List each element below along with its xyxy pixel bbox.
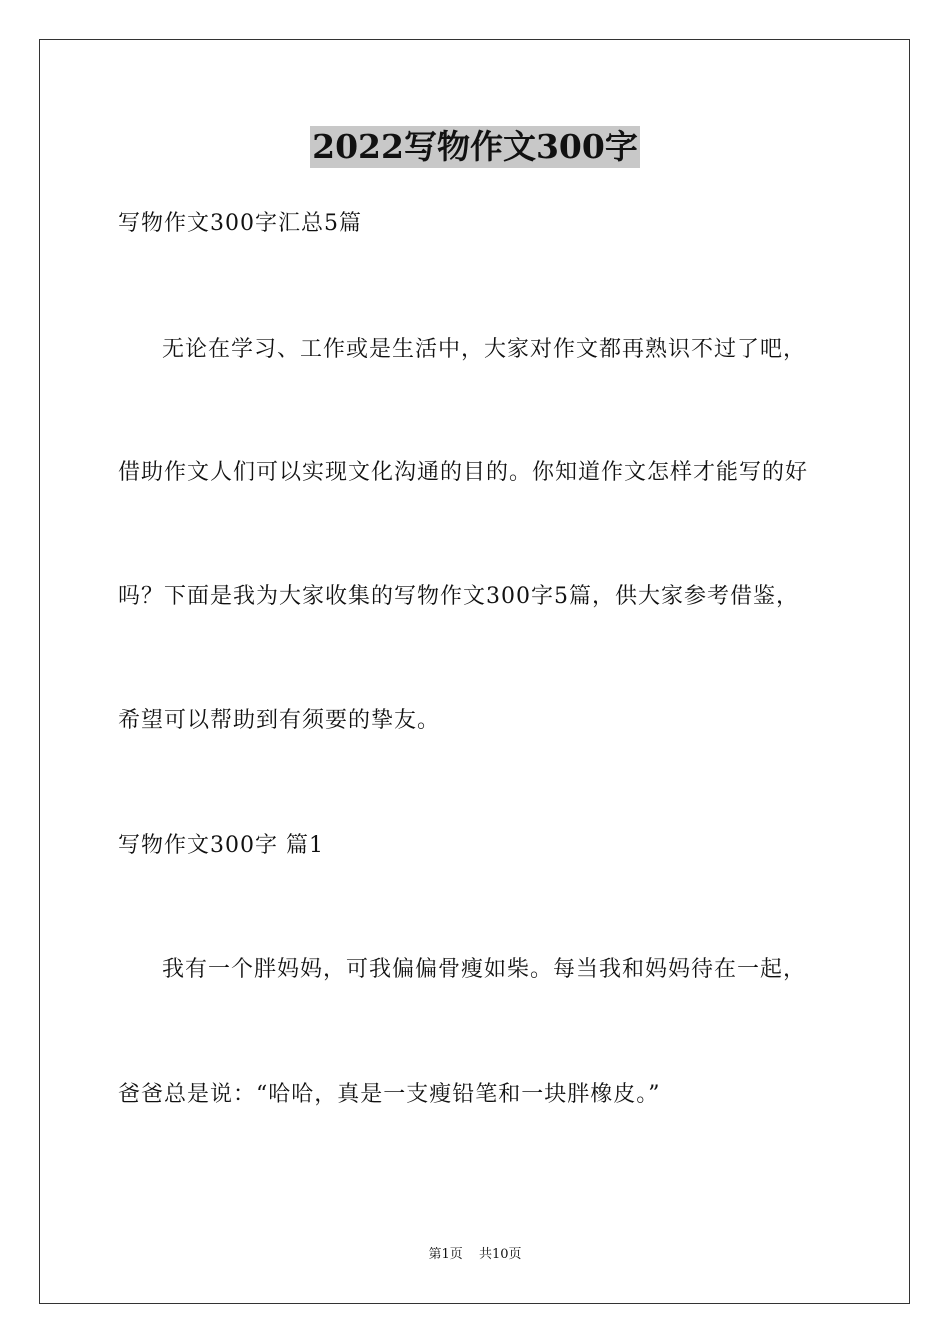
page-total: 共10页 bbox=[478, 1247, 522, 1262]
title-container bbox=[0, 126, 950, 168]
paragraph-line: 无论在学习、工作或是生活中，大家对作文都再熟识不过了吧， bbox=[162, 337, 807, 362]
paragraph-line: 爸爸总是说：“哈哈，真是一支瘦铅笔和一块胖橡皮。” bbox=[118, 1082, 661, 1107]
document-title: 2022写物作文300字 bbox=[312, 127, 638, 166]
section-heading: 写物作文300字 篇1 bbox=[118, 833, 324, 858]
page-number: 第1页 bbox=[428, 1247, 463, 1262]
paragraph-line: 借助作文人们可以实现文化沟通的目的。你知道作文怎样才能写的好 bbox=[118, 460, 809, 485]
page-footer bbox=[0, 1246, 950, 1264]
document-subtitle: 写物作文300字汇总5篇 bbox=[118, 211, 362, 236]
paragraph-line: 我有一个胖妈妈，可我偏偏骨瘦如柴。每当我和妈妈待在一起， bbox=[162, 957, 807, 982]
paragraph-line: 吗？下面是我为大家收集的写物作文300字5篇，供大家参考借鉴， bbox=[118, 584, 799, 609]
paragraph-line: 希望可以帮助到有须要的挚友。 bbox=[118, 708, 441, 733]
